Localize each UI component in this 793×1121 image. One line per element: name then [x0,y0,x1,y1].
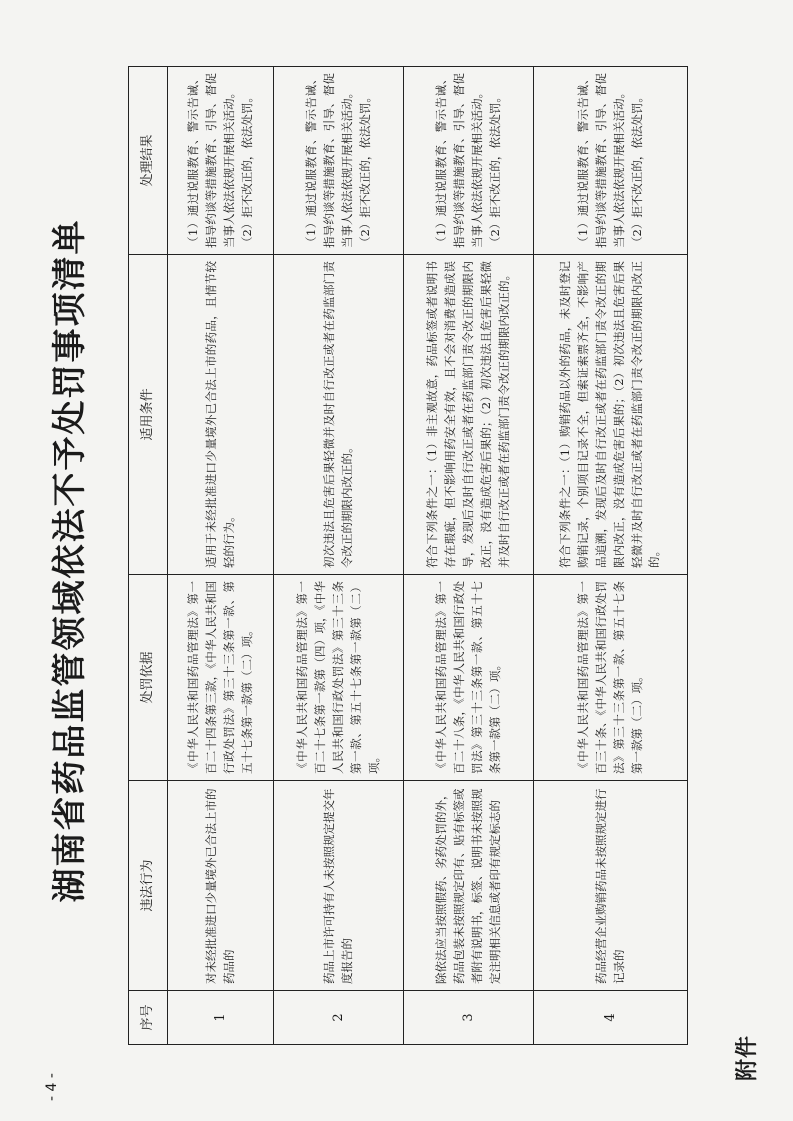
row-seq: 4 [534,991,688,1045]
row-violation: 药品经营企业购销药品未按照规定进行记录的 [534,781,688,991]
penalty-exemption-table [128,66,688,1045]
table-row [274,67,404,1045]
row-basis: 《中华人民共和国药品管理法》第一百二十七条第一款第（四）项，《中华人民共和国行政处罚法》第三十三条第一款、第五十七条第一款第（二）项。 [274,575,404,781]
result-item: （2）拒不改正的，依法处罚。 [239,91,254,248]
row-result [168,67,274,255]
result-item: （1）通过说服教育、警示告诫、指导约谈等措施教育、引导、督促当事人依法依规开展相关活动。 [434,73,484,248]
row-violation: 对未经批准进口少量境外已合法上市的药品的 [168,781,274,991]
row-violation: 药品上市许可持有人未按照规定提交年度报告的 [274,781,404,991]
row-condition: 适用于未经批准进口少量境外已合法上市的药品，且情节较轻的行为。 [168,255,274,575]
row-seq: 1 [168,991,274,1045]
table-header-row [129,67,168,1045]
row-condition: 符合下列条件之一：（1）非主观故意，药品标签或者说明书存在瑕疵，但不影响用药安全有效，且不会对消费者造成误导，发现后及时自行改正或者在药监部门责令改正的期限内改正，没有造成危害后果的；（2）初次违法且危害后果轻微并及时自行改正或者在药监部门责令改正的期限内改正的。 [404,255,534,575]
header-act: 违法行为 [129,781,168,991]
table-row [404,67,534,1045]
row-basis: 《中华人民共和国药品管理法》第一百三十条、《中华人民共和国行政处罚法》第三十三条第一款、第五十七条第一款第（二）项。 [534,575,688,781]
row-condition: 初次违法且危害后果轻微并及时自行改正或者在药监部门责令改正的期限内改正的。 [274,255,404,575]
result-item: （2）拒不改正的，依法处罚。 [629,91,644,248]
row-basis: 《中华人民共和国药品管理法》第一百二十八条，《中华人民共和国行政处罚法》第三十三条第一款、第五十七条第一款第（二）项。 [404,575,534,781]
header-condition: 适用条件 [129,255,168,575]
row-result [534,67,688,255]
attachment-label: 附件 [735,1034,760,1081]
header-seq: 序号 [129,991,168,1045]
result-item: （1）通过说服教育、警示告诫、指导约谈等措施教育、引导、督促当事人依法依规开展相关活动。 [576,73,626,248]
table-row [534,67,688,1045]
result-item: （1）通过说服教育、警示告诫、指导约谈等措施教育、引导、督促当事人依法依规开展相关活动。 [186,73,236,248]
row-basis: 《中华人民共和国药品管理法》第一百二十四条第三款，《中华人民共和国行政处罚法》第三十三条第一款、第五十七条第一款第（二）项。 [168,575,274,781]
row-result [404,67,534,255]
table-row [168,67,274,1045]
page-title: 湖南省药品监管领域依法不予处罚事项清单 [50,218,90,903]
header-result: 处理结果 [129,67,168,255]
result-item: （1）通过说服教育、警示告诫、指导约谈等措施教育、引导、督促当事人依法依规开展相关活动。 [304,73,354,248]
row-violation: 除依法应当按照假药、劣药处罚的外，药品包装未按照规定印有、贴有标签或者附有说明书，标签、说明书未按照规定注明相关信息或者印有规定标志的 [404,781,534,991]
row-seq: 2 [274,991,404,1045]
result-item: （2）拒不改正的，依法处罚。 [487,91,502,248]
row-seq: 3 [404,991,534,1045]
header-basis: 处罚依据 [129,575,168,781]
row-result [274,67,404,255]
row-condition: 符合下列条件之一：（1）购销药品以外的药品，未及时登记购销记录，个别项目记录不全，但索证索票齐全，不影响产品追溯，发现后及时自行改正或者在药监部门责令改正的期限内改正，没有造成危害后果的；（2）初次违法且危害后果轻微并及时自行改正或者在药监部门责令改正的期限内改正的。 [534,255,688,575]
result-item: （2）拒不改正的，依法处罚。 [357,91,372,248]
page-number: - 4 - [44,1073,60,1101]
